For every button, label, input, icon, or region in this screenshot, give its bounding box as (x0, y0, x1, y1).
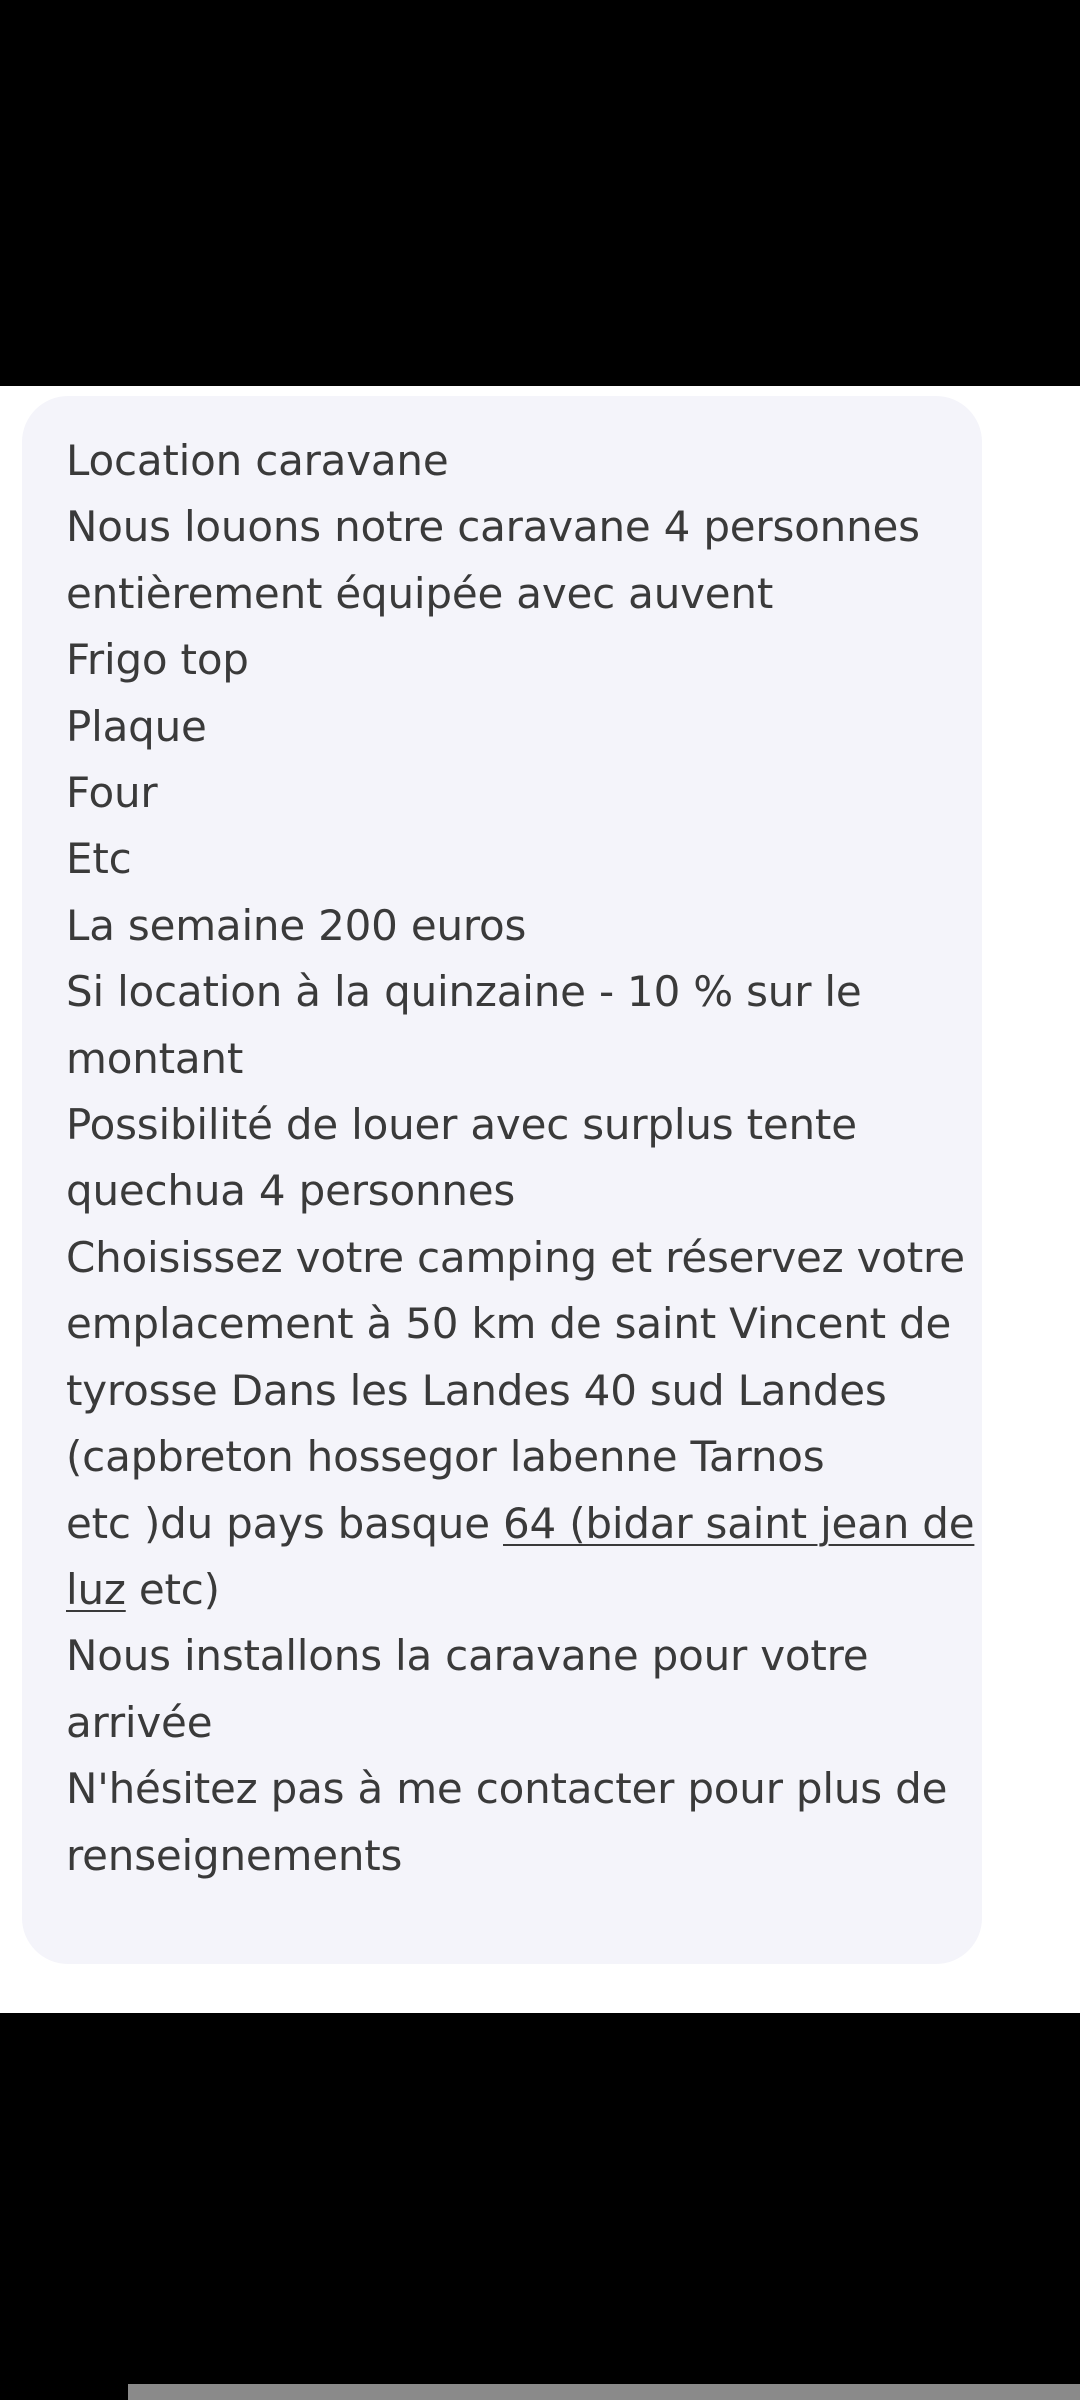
conversation-area (0, 386, 1080, 2013)
message-line: arrivée (66, 1697, 213, 1747)
message-line: N'hésitez pas à me contacter pour plus de (66, 1764, 948, 1814)
message-line: Frigo top (66, 635, 249, 685)
message-line: Si location à la quinzaine - 10 % sur le (66, 967, 862, 1017)
message-line: Four (66, 768, 158, 818)
address-link-continued[interactable]: luz (66, 1564, 126, 1614)
address-link[interactable]: 64 (bidar saint jean de (503, 1498, 975, 1548)
message-line: Plaque (66, 701, 207, 751)
navigation-gesture-bar[interactable] (128, 2384, 1080, 2400)
message-line: Nous louons notre caravane 4 personnes (66, 502, 920, 552)
message-line: (capbreton hossegor labenne Tarnos (66, 1432, 825, 1482)
message-line: Etc (66, 834, 132, 884)
message-line: quechua 4 personnes (66, 1166, 516, 1216)
message-line: montant (66, 1033, 244, 1083)
message-line: entièrement équipée avec auvent (66, 568, 774, 618)
message-text: etc )du pays basque (66, 1498, 504, 1548)
message-line: Choisissez votre camping et réservez votre (66, 1232, 965, 1282)
message-line: emplacement à 50 km de saint Vincent de (66, 1299, 952, 1349)
message-bubble[interactable] (22, 396, 982, 1964)
message-line: renseignements (66, 1830, 403, 1880)
message-line: Nous installons la caravane pour votre (66, 1631, 869, 1681)
message-line: Location caravane (66, 436, 449, 485)
message-line: Possibilité de louer avec surplus tente (66, 1100, 857, 1150)
message-line-with-link (66, 1491, 975, 1557)
message-line: tyrosse Dans les Landes 40 sud Landes (66, 1365, 887, 1415)
message-line-with-link (66, 1557, 942, 1623)
message-line: La semaine 200 euros (66, 900, 527, 950)
message-text: etc) (125, 1564, 220, 1614)
